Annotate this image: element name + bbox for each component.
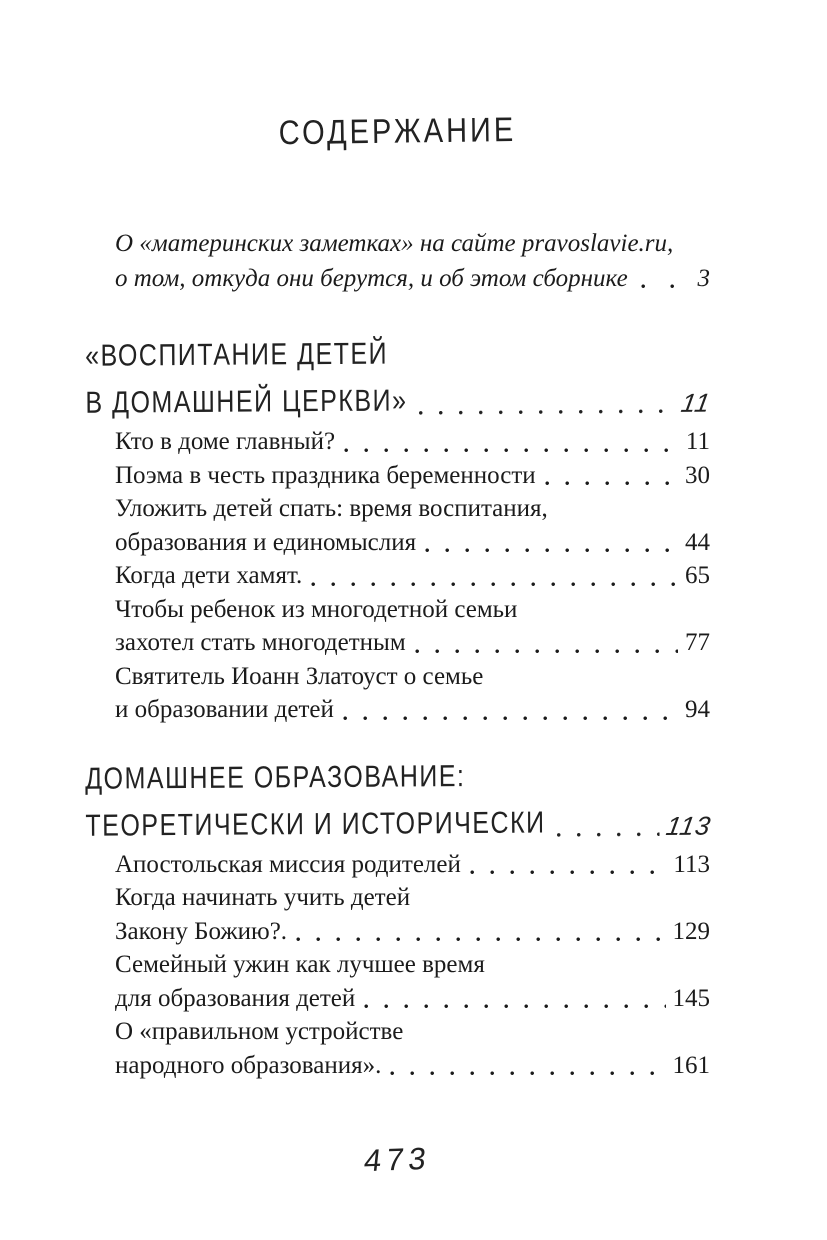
entry-page-number: 145 [672, 984, 710, 1012]
entry-text: народного образования». [115, 1051, 382, 1079]
heading-text: В ДОМАШНЕЙ ЦЕРКВИ» [85, 383, 408, 421]
section-page-number: 113 [663, 810, 714, 841]
dot-leader [344, 425, 679, 459]
toc-entry [115, 982, 710, 1016]
toc-entry-line [115, 492, 710, 526]
entry-page-number: 77 [685, 629, 710, 656]
dot-leader [554, 802, 659, 850]
toc-entry [115, 526, 710, 560]
entry-text: Когда дети хамят. [115, 562, 303, 589]
table-of-contents [85, 226, 714, 1082]
entry-text: для образования детей [115, 984, 356, 1012]
entry-text: захотел стать многодетным [115, 629, 406, 656]
entry-page-number: 65 [685, 562, 710, 589]
entry-text: Когда начинать учить детей [115, 884, 411, 911]
entry-text: Святитель Иоанн Златоуст о семье [115, 662, 484, 690]
entry-text: Чтобы ребенок из многодетной семьи [115, 595, 518, 623]
entry-text: Кто в доме главный? [115, 428, 336, 455]
toc-entry-line [115, 881, 710, 915]
toc-entry [115, 693, 710, 727]
toc-entry-line [115, 660, 710, 694]
section-heading-2 [85, 756, 714, 853]
entry-text: Уложить детей спать: время воспитания, [115, 495, 548, 522]
dot-leader [416, 380, 674, 429]
dot-leader [390, 1049, 665, 1083]
toc-entry [115, 459, 710, 493]
entry-page-number: 11 [685, 428, 710, 455]
entry-text: О «правильном устройстве [115, 1018, 404, 1045]
toc-intro-entry [85, 226, 710, 296]
entry-text: Поэма в честь праздника беременности [115, 461, 536, 489]
entry-text: Семейный ужин как лучшее время [115, 951, 485, 978]
entry-page-number: 44 [685, 528, 710, 556]
entry-text: Апостольская миссия родителей [115, 850, 461, 878]
heading-text: ДОМАШНЕЕ ОБРАЗОВАНИЕ: [85, 758, 466, 796]
toc-entry [115, 559, 710, 593]
toc-entry-line [115, 593, 710, 627]
dot-leader [470, 848, 667, 882]
section-page-number: 11 [678, 387, 714, 418]
dot-leader [296, 915, 665, 949]
entry-text: Закону Божию?. [115, 917, 288, 945]
entry-text: О «материнских заметках» на сайте pravoslavie.ru, [115, 230, 674, 257]
heading-text: «ВОСПИТАНИЕ ДЕТЕЙ [85, 336, 389, 374]
dot-leader [637, 261, 691, 296]
dot-leader [364, 982, 665, 1016]
section-heading-line-2 [85, 380, 714, 431]
toc-entry [115, 626, 710, 660]
section-2-entries [85, 848, 710, 1083]
toc-entry [115, 1049, 710, 1083]
section-heading-1 [85, 334, 714, 431]
dot-leader [343, 693, 678, 727]
toc-intro-line-2 [115, 261, 710, 296]
entry-text: и образовании детей [115, 696, 334, 723]
page-title: СОДЕРЖАНИЕ [278, 111, 517, 153]
section-1-entries [85, 425, 710, 727]
entry-page-number: 30 [685, 461, 710, 489]
footer-page-number: 473 [362, 1140, 433, 1179]
heading-text: ТЕОРЕТИЧЕСКИ И ИСТОРИЧЕСКИ [85, 805, 546, 843]
entry-page-number: 94 [685, 696, 710, 723]
dot-leader [415, 626, 678, 660]
toc-entry-line [115, 1015, 710, 1049]
toc-entry [115, 915, 710, 949]
dot-leader [545, 459, 678, 493]
entry-page-number: 3 [697, 265, 710, 292]
entry-text: образования и единомыслия [115, 528, 417, 556]
dot-leader [425, 526, 678, 560]
toc-entry-line [115, 948, 710, 982]
section-heading-line-2 [85, 802, 714, 853]
dot-leader [311, 559, 678, 593]
entry-page-number: 129 [672, 917, 710, 945]
entry-page-number: 161 [672, 1051, 710, 1079]
entry-text: о том, откуда они берутся, и об этом сборнике [115, 265, 628, 292]
toc-intro-line-1 [115, 226, 710, 261]
entry-page-number: 113 [673, 850, 710, 878]
